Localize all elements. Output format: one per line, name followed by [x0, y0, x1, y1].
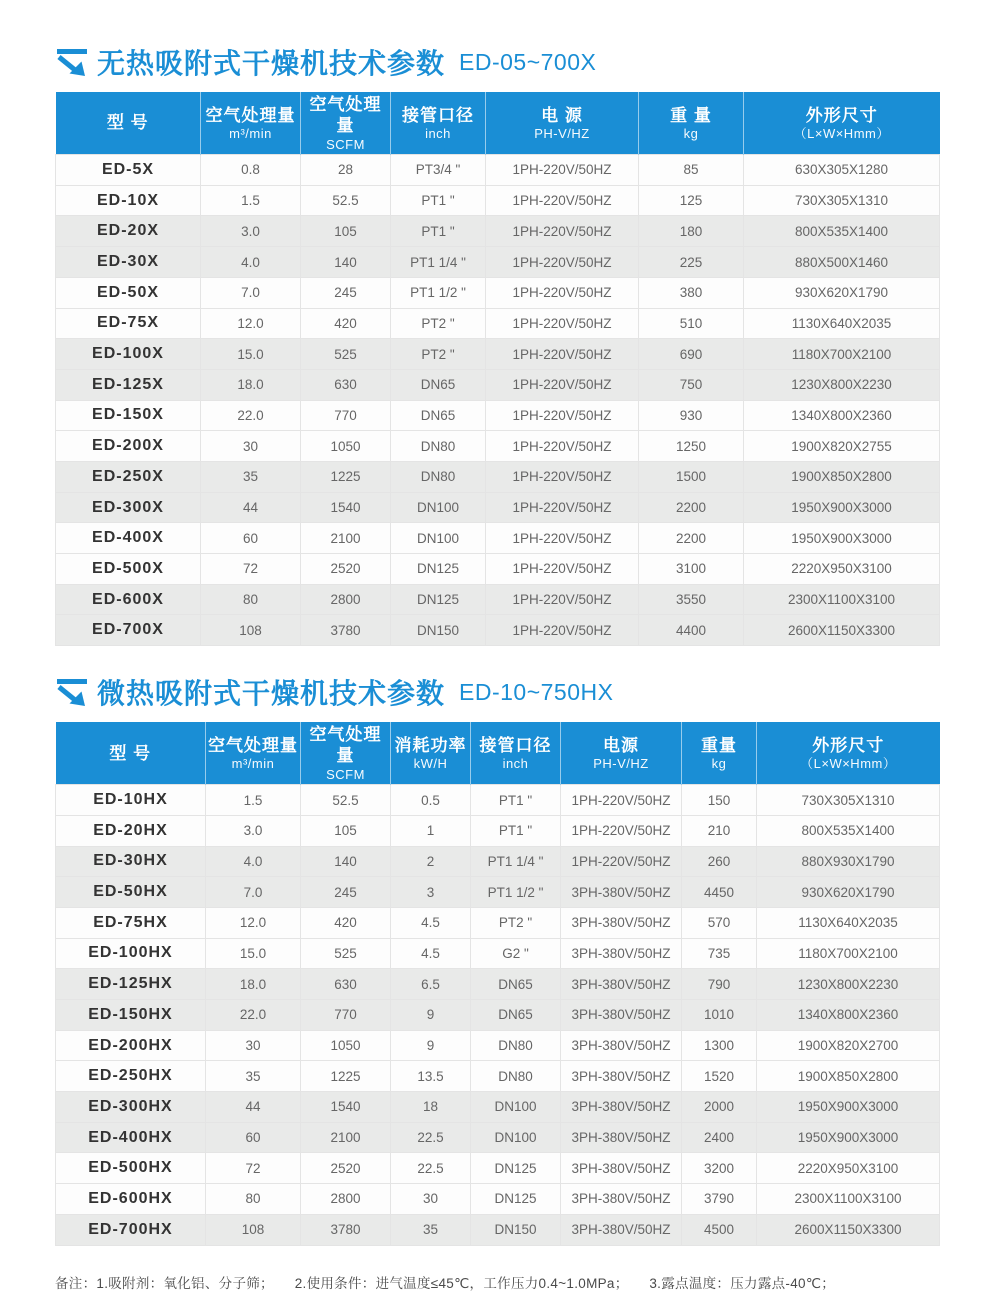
value-cell: 3PH-380V/50HZ: [561, 1092, 682, 1123]
value-cell: 735: [682, 938, 757, 969]
value-cell: 1130X640X2035: [757, 907, 940, 938]
model-cell: ED-700HX: [56, 1214, 206, 1245]
value-cell: 2600X1150X3300: [757, 1214, 940, 1245]
value-cell: 525: [301, 339, 391, 370]
value-cell: DN80: [391, 461, 486, 492]
value-cell: 2000: [682, 1092, 757, 1123]
value-cell: 125: [639, 185, 744, 216]
value-cell: 1950X900X3000: [744, 523, 940, 554]
value-cell: 1300: [682, 1030, 757, 1061]
column-header: 电 源 PH-V/HZ: [486, 92, 639, 155]
model-cell: ED-100X: [56, 339, 201, 370]
table-row: [56, 492, 940, 523]
value-cell: PT1 ": [391, 216, 486, 247]
section-title-text: 无热吸附式干燥机技术参数: [97, 48, 446, 79]
value-cell: 15.0: [206, 938, 301, 969]
value-cell: 1900X820X2700: [757, 1030, 940, 1061]
model-cell: ED-200X: [56, 431, 201, 462]
model-cell: ED-150X: [56, 400, 201, 431]
model-cell: ED-400X: [56, 523, 201, 554]
table-row: [56, 969, 940, 1000]
value-cell: 22.0: [201, 400, 301, 431]
value-cell: 1225: [301, 1061, 391, 1092]
value-cell: 1PH-220V/50HZ: [486, 554, 639, 585]
value-cell: 3PH-380V/50HZ: [561, 1184, 682, 1215]
value-cell: 13.5: [391, 1061, 471, 1092]
table-row: [56, 1030, 940, 1061]
model-cell: ED-700X: [56, 615, 201, 646]
column-header: 电源 PH-V/HZ: [561, 722, 682, 785]
value-cell: 140: [301, 247, 391, 278]
model-cell: ED-5X: [56, 155, 201, 186]
value-cell: 150: [682, 785, 757, 816]
value-cell: 1PH-220V/50HZ: [486, 216, 639, 247]
table-row: [56, 907, 940, 938]
table-row: [56, 1122, 940, 1153]
table-row: [56, 155, 940, 186]
value-cell: DN65: [471, 969, 561, 1000]
value-cell: 1PH-220V/50HZ: [486, 185, 639, 216]
value-cell: 3PH-380V/50HZ: [561, 969, 682, 1000]
value-cell: 1PH-220V/50HZ: [486, 461, 639, 492]
value-cell: 1PH-220V/50HZ: [486, 400, 639, 431]
column-header: 外形尺寸 （L×W×Hmm）: [744, 92, 940, 155]
value-cell: 2800: [301, 1184, 391, 1215]
value-cell: 1230X800X2230: [744, 369, 940, 400]
value-cell: 4.0: [201, 247, 301, 278]
value-cell: DN65: [471, 1000, 561, 1031]
value-cell: 1050: [301, 1030, 391, 1061]
table-row: [56, 461, 940, 492]
value-cell: 2200: [639, 523, 744, 554]
table-row: [56, 554, 940, 585]
value-cell: 210: [682, 815, 757, 846]
value-cell: 108: [201, 615, 301, 646]
value-cell: 1PH-220V/50HZ: [486, 369, 639, 400]
value-cell: 1180X700X2100: [744, 339, 940, 370]
value-cell: 1PH-220V/50HZ: [486, 339, 639, 370]
value-cell: 1520: [682, 1061, 757, 1092]
value-cell: 3200: [682, 1153, 757, 1184]
value-cell: 1950X900X3000: [757, 1122, 940, 1153]
value-cell: DN100: [391, 492, 486, 523]
value-cell: 1340X800X2360: [744, 400, 940, 431]
model-cell: ED-30X: [56, 247, 201, 278]
value-cell: 2200: [639, 492, 744, 523]
table-row: [56, 615, 940, 646]
value-cell: 3100: [639, 554, 744, 585]
value-cell: 1PH-220V/50HZ: [486, 277, 639, 308]
value-cell: 6.5: [391, 969, 471, 1000]
value-cell: 2100: [301, 523, 391, 554]
value-cell: 790: [682, 969, 757, 1000]
table-row: [56, 247, 940, 278]
value-cell: 1950X900X3000: [757, 1092, 940, 1123]
model-cell: ED-30HX: [56, 846, 206, 877]
value-cell: 4500: [682, 1214, 757, 1245]
value-cell: 3790: [682, 1184, 757, 1215]
table-row: [56, 815, 940, 846]
model-range-label: ED-05~700X: [459, 48, 597, 75]
table-row: [56, 846, 940, 877]
value-cell: 72: [201, 554, 301, 585]
value-cell: DN65: [391, 369, 486, 400]
model-cell: ED-20X: [56, 216, 201, 247]
value-cell: DN100: [471, 1092, 561, 1123]
value-cell: 52.5: [301, 785, 391, 816]
section-title-heatless: [55, 42, 942, 82]
value-cell: 72: [206, 1153, 301, 1184]
value-cell: 225: [639, 247, 744, 278]
column-header: 消耗功率 kW/H: [391, 722, 471, 785]
column-header: 空气处理量 SCFM: [301, 722, 391, 785]
value-cell: 880X500X1460: [744, 247, 940, 278]
model-range-label: ED-10~750HX: [459, 678, 614, 705]
value-cell: 1540: [301, 492, 391, 523]
value-cell: 630: [301, 369, 391, 400]
value-cell: 730X305X1310: [757, 785, 940, 816]
value-cell: 35: [201, 461, 301, 492]
value-cell: 420: [301, 907, 391, 938]
model-cell: ED-10HX: [56, 785, 206, 816]
value-cell: 35: [391, 1214, 471, 1245]
table-row: [56, 584, 940, 615]
value-cell: 1.5: [201, 185, 301, 216]
column-header: 空气处理量 m³/min: [201, 92, 301, 155]
value-cell: 2400: [682, 1122, 757, 1153]
table-row: [56, 1153, 940, 1184]
value-cell: 2: [391, 846, 471, 877]
value-cell: 2100: [301, 1122, 391, 1153]
value-cell: 3PH-380V/50HZ: [561, 1000, 682, 1031]
spec-table-microheat: [55, 722, 940, 1245]
value-cell: 260: [682, 846, 757, 877]
value-cell: 690: [639, 339, 744, 370]
table-row: [56, 369, 940, 400]
table-row: [56, 400, 940, 431]
value-cell: 52.5: [301, 185, 391, 216]
value-cell: 180: [639, 216, 744, 247]
value-cell: 1PH-220V/50HZ: [486, 492, 639, 523]
value-cell: 9: [391, 1030, 471, 1061]
value-cell: 510: [639, 308, 744, 339]
value-cell: 28: [301, 155, 391, 186]
value-cell: 1340X800X2360: [757, 1000, 940, 1031]
value-cell: 4.0: [206, 846, 301, 877]
value-cell: DN80: [471, 1061, 561, 1092]
column-header: 重 量 kg: [639, 92, 744, 155]
value-cell: 9: [391, 1000, 471, 1031]
model-cell: ED-500HX: [56, 1153, 206, 1184]
value-cell: 1: [391, 815, 471, 846]
value-cell: 2800: [301, 584, 391, 615]
value-cell: 0.5: [391, 785, 471, 816]
value-cell: 800X535X1400: [744, 216, 940, 247]
value-cell: 140: [301, 846, 391, 877]
value-cell: 4400: [639, 615, 744, 646]
value-cell: PT1 ": [391, 185, 486, 216]
value-cell: 1PH-220V/50HZ: [486, 247, 639, 278]
value-cell: PT3/4 ": [391, 155, 486, 186]
value-cell: 1900X850X2800: [757, 1061, 940, 1092]
model-cell: ED-200HX: [56, 1030, 206, 1061]
value-cell: 3PH-380V/50HZ: [561, 1061, 682, 1092]
value-cell: 1050: [301, 431, 391, 462]
value-cell: 7.0: [201, 277, 301, 308]
value-cell: 245: [301, 877, 391, 908]
value-cell: 3.0: [201, 216, 301, 247]
value-cell: 18.0: [206, 969, 301, 1000]
value-cell: 60: [201, 523, 301, 554]
value-cell: 1PH-220V/50HZ: [561, 846, 682, 877]
value-cell: 1PH-220V/50HZ: [561, 785, 682, 816]
value-cell: 3PH-380V/50HZ: [561, 938, 682, 969]
table-row: [56, 1061, 940, 1092]
value-cell: 3780: [301, 1214, 391, 1245]
value-cell: PT1 1/2 ": [471, 877, 561, 908]
section-microheat-dryer: [55, 672, 942, 1245]
value-cell: 22.5: [391, 1153, 471, 1184]
value-cell: PT1 ": [471, 785, 561, 816]
value-cell: 2300X1100X3100: [757, 1184, 940, 1215]
value-cell: 800X535X1400: [757, 815, 940, 846]
model-cell: ED-50HX: [56, 877, 206, 908]
value-cell: 730X305X1310: [744, 185, 940, 216]
value-cell: 22.0: [206, 1000, 301, 1031]
table-row: [56, 216, 940, 247]
value-cell: 1225: [301, 461, 391, 492]
value-cell: 3PH-380V/50HZ: [561, 1030, 682, 1061]
value-cell: 2300X1100X3100: [744, 584, 940, 615]
value-cell: 2520: [301, 554, 391, 585]
section-heatless-dryer: [55, 42, 942, 646]
value-cell: 0.8: [201, 155, 301, 186]
value-cell: 1PH-220V/50HZ: [486, 615, 639, 646]
model-cell: ED-600HX: [56, 1184, 206, 1215]
table-row: [56, 785, 940, 816]
column-header: 外形尺寸 （L×W×Hmm）: [757, 722, 940, 785]
value-cell: 1540: [301, 1092, 391, 1123]
model-cell: ED-10X: [56, 185, 201, 216]
value-cell: 1PH-220V/50HZ: [561, 815, 682, 846]
value-cell: 3PH-380V/50HZ: [561, 1122, 682, 1153]
model-cell: ED-100HX: [56, 938, 206, 969]
value-cell: 3PH-380V/50HZ: [561, 877, 682, 908]
value-cell: 3: [391, 877, 471, 908]
value-cell: 1950X900X3000: [744, 492, 940, 523]
table-row: [56, 523, 940, 554]
value-cell: 3PH-380V/50HZ: [561, 1214, 682, 1245]
value-cell: 1PH-220V/50HZ: [486, 431, 639, 462]
value-cell: DN150: [391, 615, 486, 646]
value-cell: 630X305X1280: [744, 155, 940, 186]
table-row: [56, 938, 940, 969]
value-cell: 1.5: [206, 785, 301, 816]
value-cell: DN100: [471, 1122, 561, 1153]
value-cell: 105: [301, 815, 391, 846]
value-cell: PT1 1/4 ": [391, 247, 486, 278]
value-cell: 44: [206, 1092, 301, 1123]
spec-table-heatless: [55, 92, 940, 646]
value-cell: 1PH-220V/50HZ: [486, 523, 639, 554]
value-cell: 525: [301, 938, 391, 969]
model-cell: ED-400HX: [56, 1122, 206, 1153]
value-cell: 80: [201, 584, 301, 615]
value-cell: 22.5: [391, 1122, 471, 1153]
value-cell: 108: [206, 1214, 301, 1245]
value-cell: 930: [639, 400, 744, 431]
value-cell: 420: [301, 308, 391, 339]
value-cell: DN125: [391, 554, 486, 585]
table-row: [56, 877, 940, 908]
value-cell: 570: [682, 907, 757, 938]
model-cell: ED-125HX: [56, 969, 206, 1000]
footnote: 备注：1.吸附剂：氧化铝、分子筛； 2.使用条件：进气温度≤45℃，工作压力0.4~1.0MPa； 3.露点温度：压力露点-40℃；: [55, 1275, 836, 1291]
header-row: [56, 92, 940, 155]
value-cell: 770: [301, 400, 391, 431]
table-row: [56, 308, 940, 339]
value-cell: 7.0: [206, 877, 301, 908]
model-cell: ED-300HX: [56, 1092, 206, 1123]
column-header: 空气处理量 m³/min: [206, 722, 301, 785]
model-cell: ED-75HX: [56, 907, 206, 938]
table-row: [56, 1184, 940, 1215]
column-header: 空气处理量 SCFM: [301, 92, 391, 155]
value-cell: PT2 ": [391, 308, 486, 339]
value-cell: DN125: [471, 1184, 561, 1215]
arrow-down-right-icon: [55, 47, 89, 77]
value-cell: 630: [301, 969, 391, 1000]
value-cell: 1900X820X2755: [744, 431, 940, 462]
value-cell: DN125: [391, 584, 486, 615]
table-row: [56, 185, 940, 216]
value-cell: 30: [201, 431, 301, 462]
value-cell: 1010: [682, 1000, 757, 1031]
value-cell: 18.0: [201, 369, 301, 400]
value-cell: 30: [391, 1184, 471, 1215]
value-cell: 880X930X1790: [757, 846, 940, 877]
model-cell: ED-300X: [56, 492, 201, 523]
model-cell: ED-250X: [56, 461, 201, 492]
value-cell: 4450: [682, 877, 757, 908]
value-cell: 1900X850X2800: [744, 461, 940, 492]
column-header: 型 号: [56, 722, 206, 785]
value-cell: 930X620X1790: [744, 277, 940, 308]
column-header: 重量 kg: [682, 722, 757, 785]
value-cell: 930X620X1790: [757, 877, 940, 908]
value-cell: 3PH-380V/50HZ: [561, 907, 682, 938]
column-header: 接管口径 inch: [391, 92, 486, 155]
table-row: [56, 431, 940, 462]
value-cell: DN65: [391, 400, 486, 431]
value-cell: 2220X950X3100: [757, 1153, 940, 1184]
value-cell: DN80: [471, 1030, 561, 1061]
value-cell: 85: [639, 155, 744, 186]
value-cell: 750: [639, 369, 744, 400]
value-cell: 1500: [639, 461, 744, 492]
value-cell: PT1 1/2 ": [391, 277, 486, 308]
value-cell: PT2 ": [471, 907, 561, 938]
value-cell: 44: [201, 492, 301, 523]
value-cell: 1130X640X2035: [744, 308, 940, 339]
model-cell: ED-75X: [56, 308, 201, 339]
value-cell: PT1 ": [471, 815, 561, 846]
table-row: [56, 1000, 940, 1031]
model-cell: ED-150HX: [56, 1000, 206, 1031]
value-cell: 1230X800X2230: [757, 969, 940, 1000]
value-cell: 3PH-380V/50HZ: [561, 1153, 682, 1184]
value-cell: 12.0: [201, 308, 301, 339]
header-row: [56, 722, 940, 785]
value-cell: 1PH-220V/50HZ: [486, 155, 639, 186]
model-cell: ED-125X: [56, 369, 201, 400]
value-cell: 35: [206, 1061, 301, 1092]
value-cell: 245: [301, 277, 391, 308]
section-title-microheat: [55, 672, 942, 712]
value-cell: 15.0: [201, 339, 301, 370]
table-row: [56, 277, 940, 308]
value-cell: 4.5: [391, 907, 471, 938]
model-cell: ED-500X: [56, 554, 201, 585]
value-cell: 3550: [639, 584, 744, 615]
value-cell: 3780: [301, 615, 391, 646]
section-title-text: 微热吸附式干燥机技术参数: [97, 678, 446, 710]
model-cell: ED-250HX: [56, 1061, 206, 1092]
model-cell: ED-600X: [56, 584, 201, 615]
value-cell: 60: [206, 1122, 301, 1153]
value-cell: PT2 ": [391, 339, 486, 370]
value-cell: 105: [301, 216, 391, 247]
value-cell: G2 ": [471, 938, 561, 969]
value-cell: 18: [391, 1092, 471, 1123]
column-header: 型 号: [56, 92, 201, 155]
value-cell: 2520: [301, 1153, 391, 1184]
value-cell: 30: [206, 1030, 301, 1061]
column-header: 接管口径 inch: [471, 722, 561, 785]
value-cell: 1PH-220V/50HZ: [486, 308, 639, 339]
value-cell: DN80: [391, 431, 486, 462]
table-row: [56, 1214, 940, 1245]
model-cell: ED-20HX: [56, 815, 206, 846]
value-cell: 1250: [639, 431, 744, 462]
value-cell: 1180X700X2100: [757, 938, 940, 969]
arrow-down-right-icon: [55, 677, 89, 707]
value-cell: PT1 1/4 ": [471, 846, 561, 877]
value-cell: 12.0: [206, 907, 301, 938]
model-cell: ED-50X: [56, 277, 201, 308]
value-cell: 80: [206, 1184, 301, 1215]
value-cell: 2600X1150X3300: [744, 615, 940, 646]
table-row: [56, 1092, 940, 1123]
table-row: [56, 339, 940, 370]
value-cell: DN125: [471, 1153, 561, 1184]
value-cell: 380: [639, 277, 744, 308]
value-cell: 770: [301, 1000, 391, 1031]
value-cell: DN150: [471, 1214, 561, 1245]
value-cell: 1PH-220V/50HZ: [486, 584, 639, 615]
value-cell: DN100: [391, 523, 486, 554]
value-cell: 3.0: [206, 815, 301, 846]
value-cell: 4.5: [391, 938, 471, 969]
value-cell: 2220X950X3100: [744, 554, 940, 585]
